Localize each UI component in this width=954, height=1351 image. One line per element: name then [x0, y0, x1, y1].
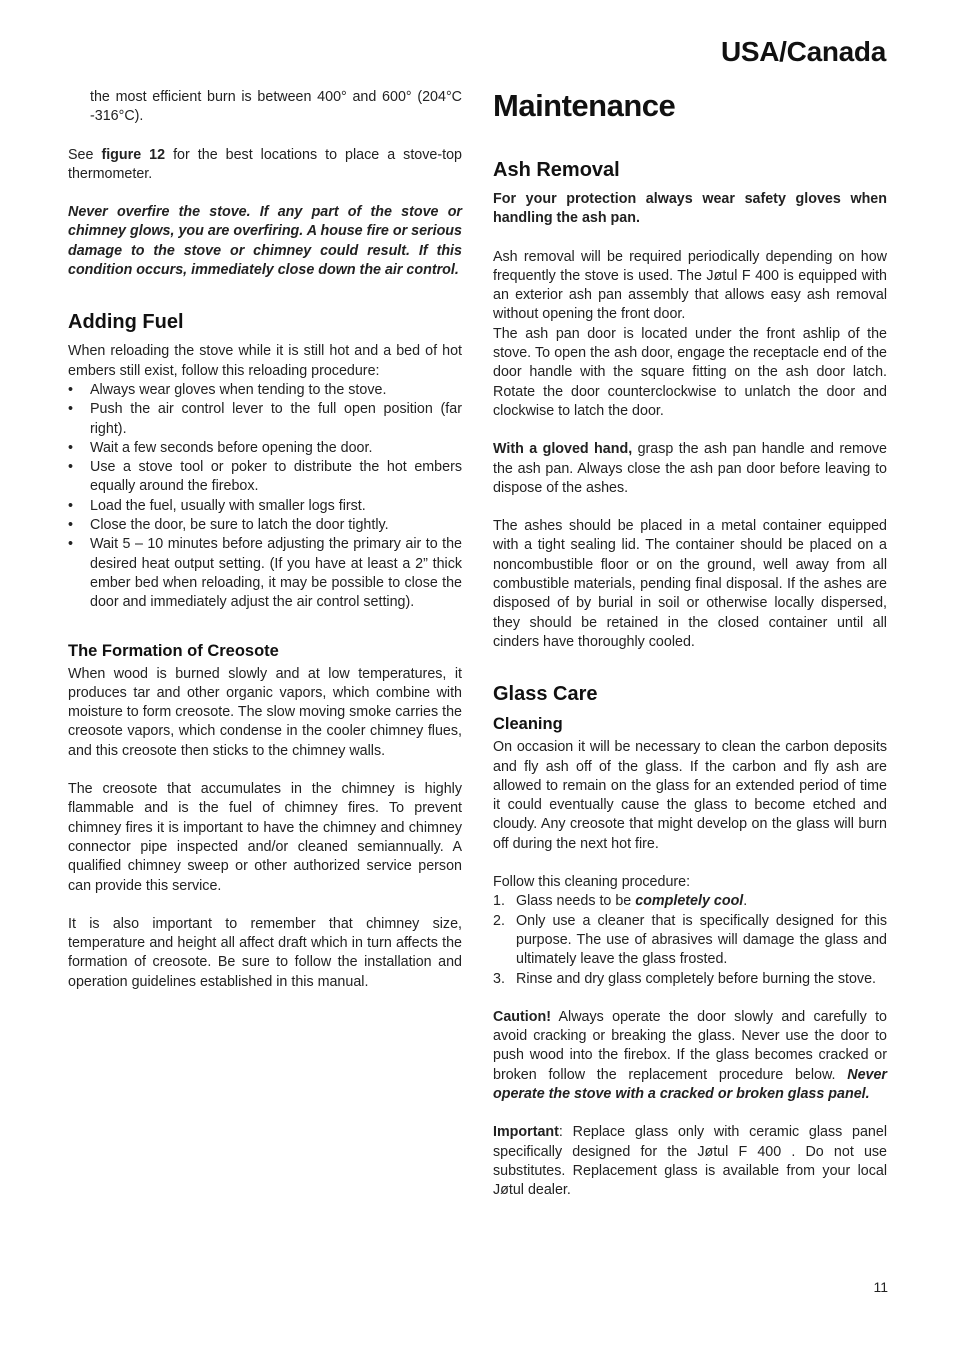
figure-link: figure 12	[101, 146, 166, 163]
cleaning-procedure-intro: Follow this cleaning procedure:	[493, 874, 691, 891]
region-label: USA/Canada	[720, 36, 886, 67]
page-title: Maintenance	[493, 88, 676, 123]
right-column	[493, 88, 887, 1200]
page-number: 11	[873, 1279, 888, 1295]
list-item: • Always wear gloves when tending to the stove.	[68, 381, 462, 400]
list-item: • Wait 5 – 10 minutes before adjusting the primary air to the desired heat output setting. (If you have at least a 2” thick ember bed when reloading, it may be possible to close the door and immediately adjust the air control setting).	[68, 535, 462, 612]
glass-care-heading: Glass Care	[493, 683, 598, 706]
creosote-paragraph: When wood is burned slowly and at low temperatures, it produces tar and other organic vapors, which combine with moisture to form creosote. The slow moving smoke carries the creosote vapors, which condense in the cooler chimney flues, and this creosote then sticks to the chimney walls.	[68, 665, 462, 759]
ash-paragraph: The ashes should be placed in a metal container equipped with a tight sealing lid. The container should be placed on a noncombustible floor or on the ground, well away from all combustible materials, pending final disposal. If the ashes are disposed of by burial in soil or otherwise locally dispersed, they should be retained in the closed container until all cinders have thoroughly cooled.	[493, 518, 887, 650]
overfire-warning: Never overfire the stove. If any part of the stove or chimney glows, you are overfiring. A house fire or serious damage to the stove or chimney could result. If this condition occurs, immediately close down the air control.	[68, 204, 462, 279]
important-paragraph: Important: Replace glass only with ceramic glass panel specifically designed for the Jøtul F 400 . Do not use substitutes. Replacement glass is available from your local Jøtul dealer.	[493, 1124, 887, 1199]
adding-fuel-heading: Adding Fuel	[68, 311, 184, 334]
ash-paragraph: With a gloved hand, grasp the ash pan handle and remove the ash pan. Always close the ash pan door before leaving to dispose of the ashes.	[493, 441, 887, 496]
list-item: • Use a stove tool or poker to distribute the hot embers equally around the firebox.	[68, 458, 462, 497]
list-item: 2. Only use a cleaner that is specifically designed for this purpose. The use of abrasives will damage the glass and ultimately leave the glass frosted.	[493, 912, 887, 968]
ash-removal-heading: Ash Removal	[493, 159, 620, 181]
adding-fuel-intro: When reloading the stove while it is still hot and a bed of hot embers still exist, follow this reloading procedure:	[68, 343, 462, 379]
caution-paragraph: Caution! Always operate the door slowly and carefully to avoid cracking or breaking the glass. Never use the door to push wood into the firebox. If the glass becomes cracked or broken follow the replacement procedure below. Never operate the stove with a cracked or broken glass panel.	[493, 1008, 887, 1102]
temperature-note: the most efficient burn is between 400° and 600° (204°C -316°C).	[90, 89, 462, 125]
ash-paragraph: Ash removal will be required periodically depending on how frequently the stove is used. The Jøtul F 400 is equipped with an exterior ash pan assembly that allows easy ash removal without opening the front door.	[493, 248, 887, 323]
creosote-paragraph: It is also important to remember that chimney size, temperature and height all affect draft which in turn affects the formation of creosote. Be sure to follow the installation and operation guidelines established in this manual.	[68, 915, 462, 990]
creosote-heading: The Formation of Creosote	[68, 641, 279, 660]
ash-paragraph: The ash pan door is located under the front ashlip of the stove. To open the ash door, engage the receptacle end of the door handle with the square fitting on the ash door latch. Rotate the door counterclockwise to unlatch the door and clockwise to latch the door.	[493, 325, 887, 419]
glass-paragraph: On occasion it will be necessary to clean the carbon deposits and fly ash off of the glass. If the carbon and fly ash are allowed to remain on the glass for an extended period of time it could eventually cause the glass to become etched and cloudy. Any creosote that might develop on the glass will burn off during the next hot fire.	[493, 739, 887, 852]
figure-reference: See figure 12 for the best locations to place a stove-top thermometer.	[68, 146, 462, 182]
list-item: • Push the air control lever to the full open position (far right).	[68, 400, 462, 439]
list-item: 1. Glass needs to be completely cool.	[493, 893, 748, 910]
creosote-paragraph: The creosote that accumulates in the chimney is highly flammable and is the fuel of chimney fires. To prevent chimney fires it is important to have the chimney and chimney connector pipe inspected and/or cleaned semiannually. A qualified chimney sweep or other authorized service person can provide this service.	[68, 781, 462, 894]
cleaning-procedure-list	[493, 892, 887, 988]
left-column	[68, 88, 462, 992]
reloading-procedure-list	[68, 381, 462, 613]
list-item: • Wait a few seconds before opening the door.	[68, 439, 462, 458]
list-item: • Close the door, be sure to latch the door tightly.	[68, 516, 462, 535]
cleaning-subheading: Cleaning	[493, 715, 563, 734]
ash-safety-warning: For your protection always wear safety gloves when handling the ash pan.	[493, 191, 887, 227]
list-item: • Load the fuel, usually with smaller logs first.	[68, 497, 462, 516]
list-item: 3. Rinse and dry glass completely before burning the stove.	[493, 970, 877, 987]
